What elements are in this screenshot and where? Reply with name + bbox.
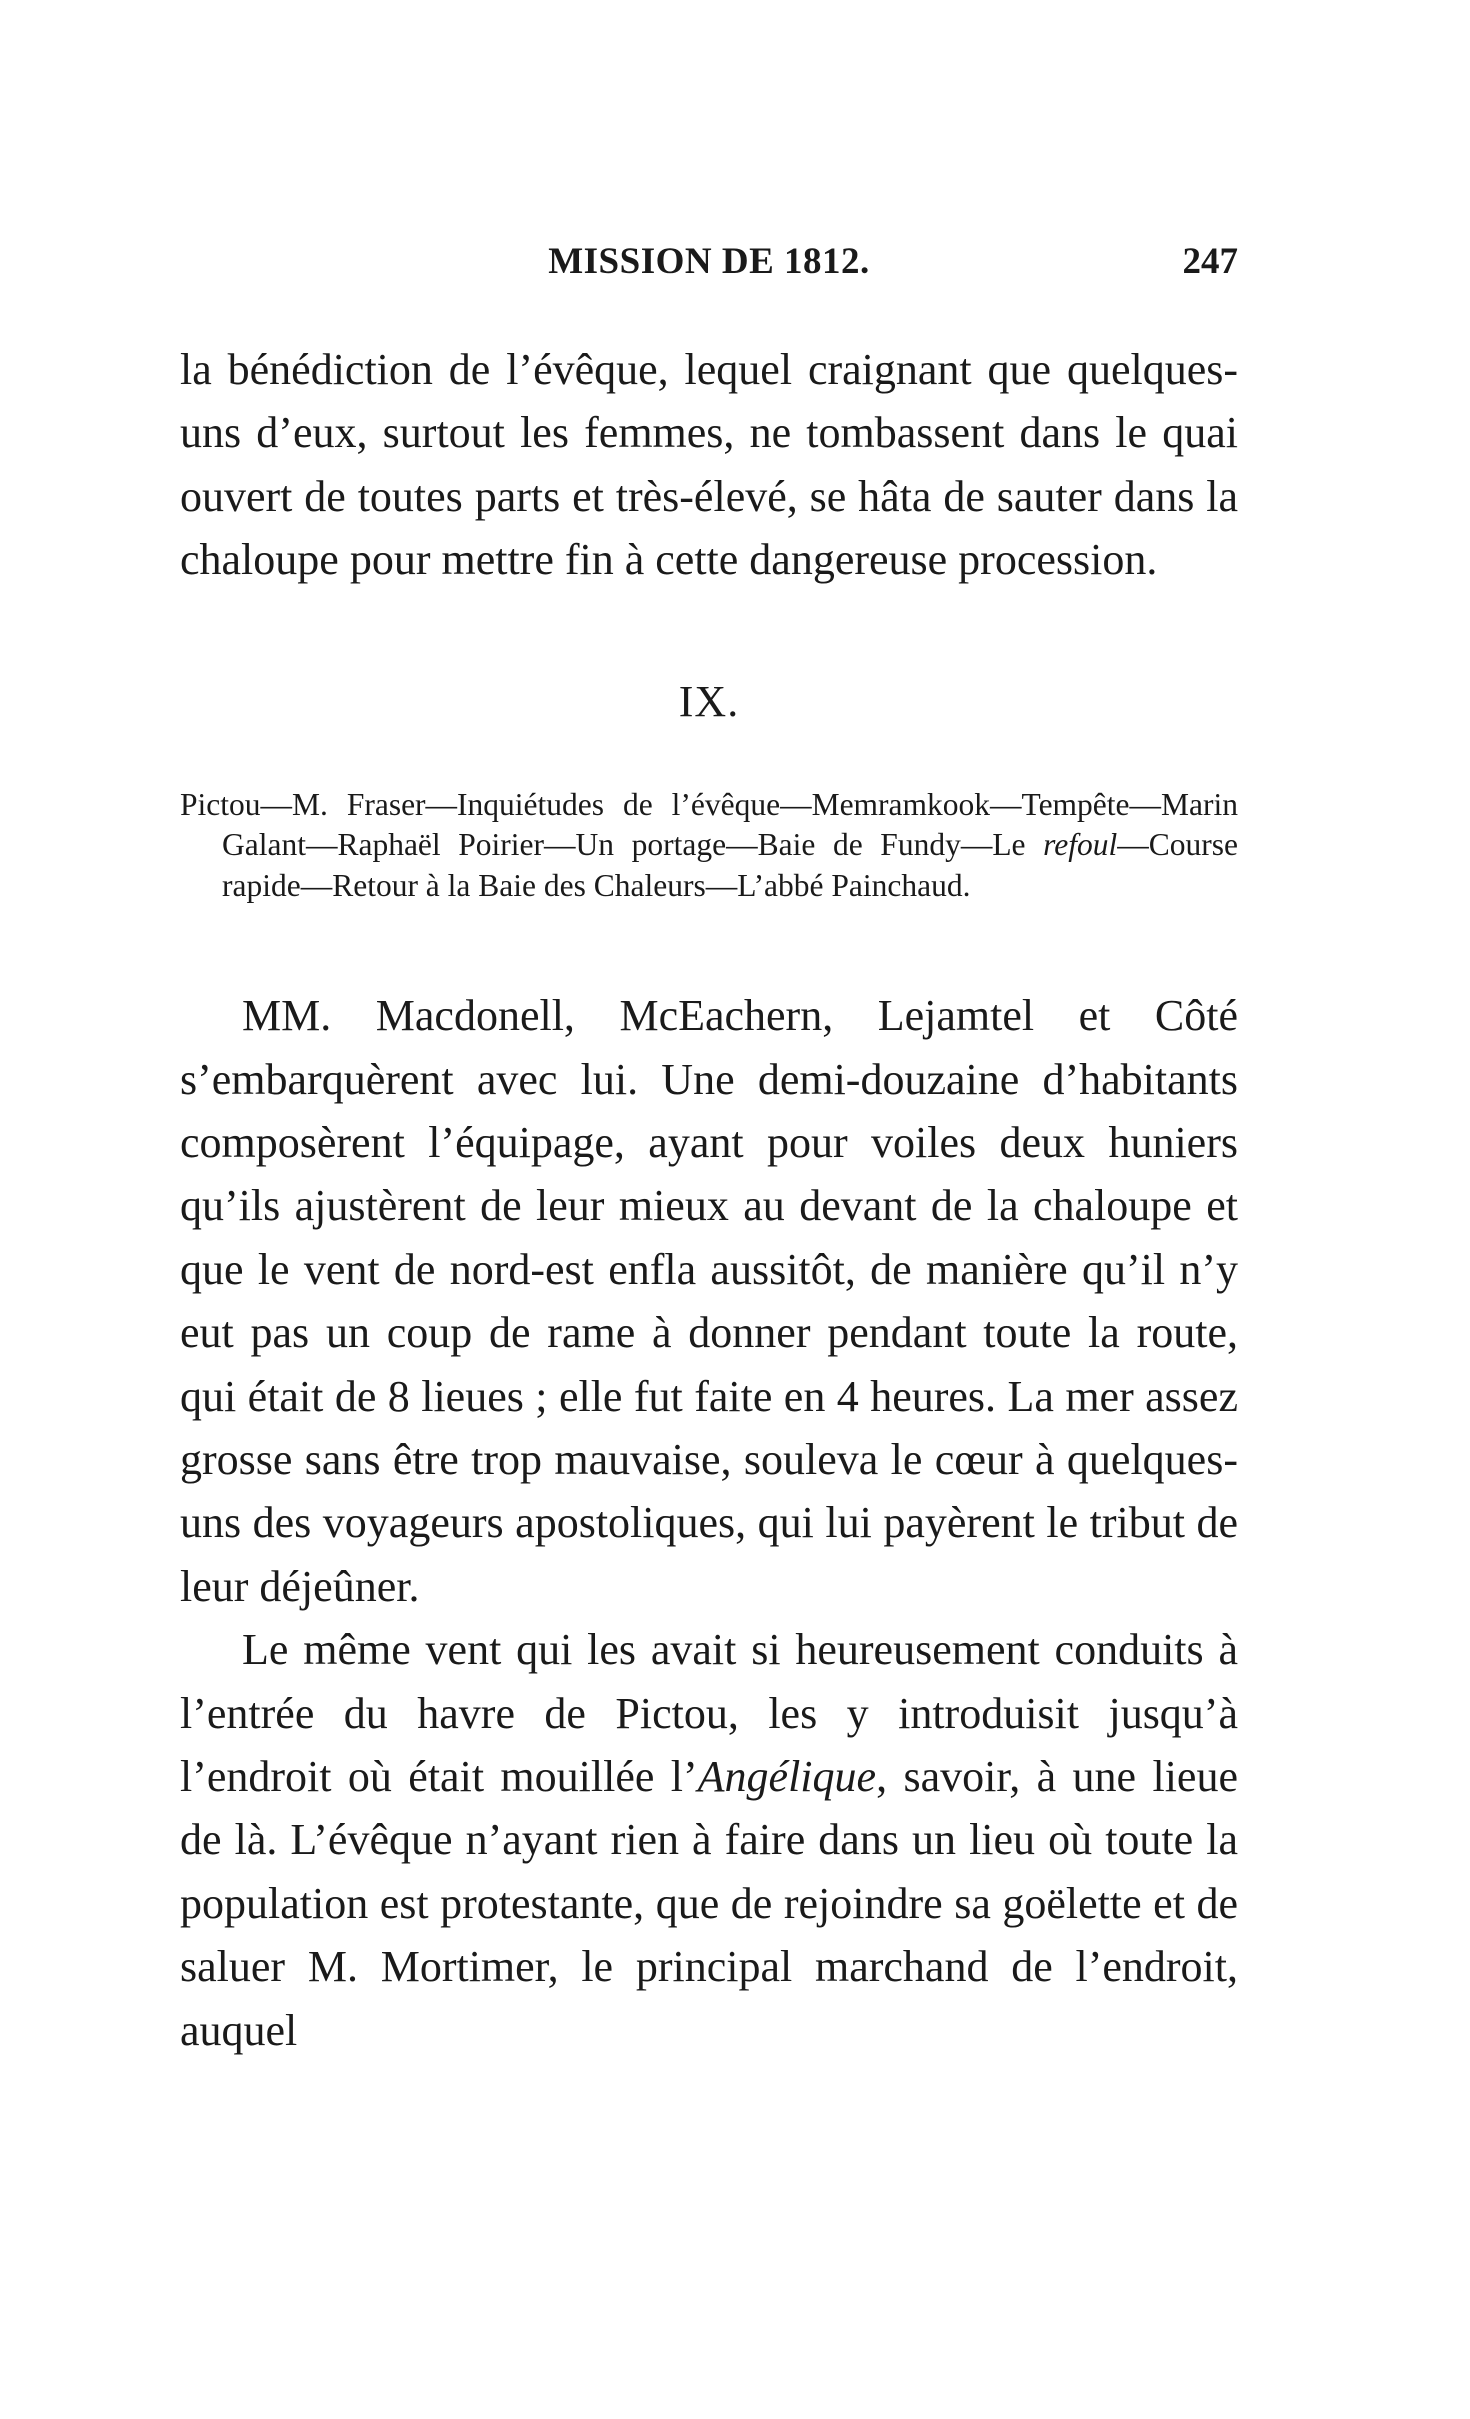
paragraph-pictou: [180, 1618, 1238, 2062]
paragraph-text-start: Le même vent qui les avait si heureusement conduits à l’entrée du havre de Pictou, les y introduisit jusqu’à l’endroit où était mouillée l’: [180, 1625, 1238, 1801]
section-summary: [180, 785, 1238, 907]
paragraph-text-end: , savoir, à une lieue de là. L’évêque n’ayant rien à faire dans un lieu où toute la population est protestante, que de rejoindre sa goëlette et de saluer M. Mortimer, le principal marchand de l’endroit, auquel: [180, 1752, 1238, 2055]
section-number: IX.: [678, 676, 740, 726]
paragraph-embarkation: MM. Macdonell, McEachern, Lejamtel et Côté s’embarquèrent avec lui. Une demi-douzaine d’habitants composèrent l’équipage, ayant pour voiles deux huniers qu’ils ajustèrent de leur mieux au devant de la chaloupe et que le vent de nord-est enfla aussitôt, de manière qu’il n’y eut pas un coup de rame à donner pendant toute la route, qui était de 8 lieues ; elle fut faite en 4 heures. La mer assez grosse sans être trop mauvaise, souleva le cœur à quelques-uns des voyageurs apostoliques, qui lui payèrent le tribut de leur déjeûner.: [180, 991, 1238, 1611]
summary-text-end: —Course rapide—Retour à la Baie des Chaleurs—L’abbé Painchaud.: [222, 827, 1238, 903]
paragraph-continued: la bénédiction de l’évêque, lequel craignant que quelques-uns d’eux, surtout les femmes, ne tombassent dans le quai ouvert de toutes parts et très-élevé, se hâta de sauter dans la chaloupe pour mettre fin à cette dangereuse procession.: [180, 345, 1238, 585]
summary-italic-word: refoul: [1043, 827, 1118, 863]
ship-name: Angélique: [697, 1752, 877, 1801]
running-header: [180, 240, 1238, 300]
summary-text-start: Pictou—M. Fraser—Inquiétudes de l’évêque—Memramkook—Tempête—Marin Galant—Raphaël Poirier—Un portage—Baie de Fundy—Le: [180, 786, 1238, 863]
book-page: [180, 240, 1238, 2062]
running-title: MISSION DE 1812.: [548, 241, 870, 282]
page-number: 247: [1182, 241, 1238, 282]
